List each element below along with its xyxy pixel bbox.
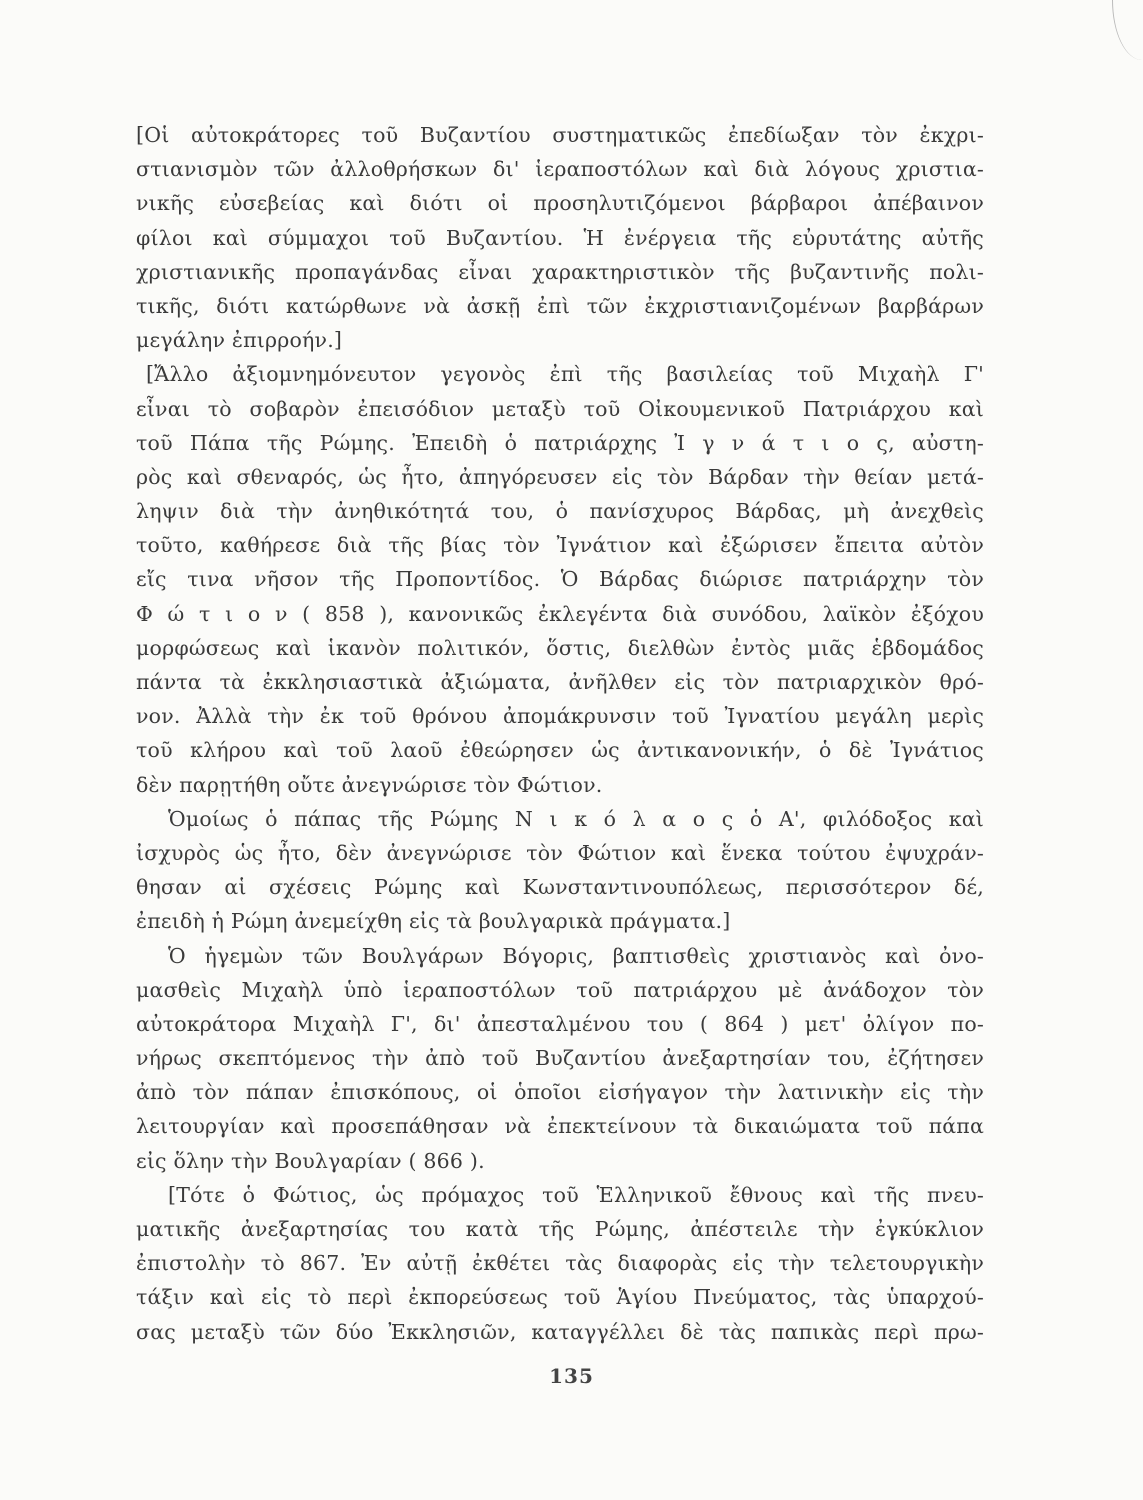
text-line: πάντα τὰ ἐκκλησιαστικὰ ἀξιώματα, ἀνῆλθεν εἰς τὸν πατριαρχικὸν θρό-	[136, 670, 984, 694]
text-line: σας μεταξὺ τῶν δύο Ἐκκλησιῶν, καταγγέλλει δὲ τὰς παπικὰς περὶ πρω-	[136, 1319, 984, 1344]
text-line: μεγάλην ἐπιρροήν.]	[136, 328, 343, 353]
text-line: νικῆς εὐσεβείας καὶ διότι οἱ προσηλυτιζόμενοι βάρβαροι ἀπέβαινον	[136, 191, 984, 216]
text-line: Φ ώ τ ι ο ν ( 858 ), κανονικῶς ἐκλεγέντα διὰ συνόδου, λαϊκὸν ἐξόχου	[136, 601, 984, 626]
text-line: φίλοι καὶ σύμμαχοι τοῦ Βυζαντίου. Ἡ ἐνέργεια τῆς εὐρυτάτης αὐτῆς	[136, 225, 984, 250]
text-line: λειτουργίαν καὶ προσεπάθησαν νὰ ἐπεκτείνουν τὰ δικαιώματα τοῦ πάπα	[136, 1114, 984, 1139]
text-line: τοῦ Πάπα τῆς Ρώμης. Ἐπειδὴ ὁ πατριάρχης Ἰ γ ν ά τ ι ο ς, αὐστη-	[136, 430, 984, 455]
text-line: ματικῆς ἀνεξαρτησίας του κατὰ τῆς Ρώμης, ἀπέστειλε τὴν ἐγκύκλιον	[136, 1217, 984, 1241]
text-line: [Ἄλλο ἀξιομνημόνευτον γεγονὸς ἐπὶ τῆς βασιλείας τοῦ Μιχαὴλ Γ'	[146, 362, 984, 387]
text-line: τοῦτο, καθήρεσε διὰ τῆς βίας τὸν Ἰγνάτιον καὶ ἐξώρισεν ἔπειτα αὐτὸν	[136, 533, 984, 558]
text-line: ἀπὸ τὸν πάπαν ἐπισκόπους, οἱ ὁποῖοι εἰσήγαγον τὴν λατινικὴν εἰς τὴν	[136, 1080, 984, 1105]
text-line: Ὁμοίως ὁ πάπας τῆς Ρώμης Ν ι κ ό λ α ο ς ὁ Α', φιλόδοξος καὶ	[168, 806, 984, 831]
text-line: [Οἱ αὐτοκράτορες τοῦ Βυζαντίου συστηματικῶς ἐπεδίωξαν τὸν ἐκχρι-	[136, 123, 984, 147]
text-line: νήρως σκεπτόμενος τὴν ἀπὸ τοῦ Βυζαντίου ἀνεξαρτησίαν του, ἐζήτησεν	[136, 1046, 984, 1071]
page-number: 135	[549, 1364, 594, 1388]
text-line: δὲν παρῃτήθη οὔτε ἀνεγνώρισε τὸν Φώτιον.	[136, 772, 603, 797]
text-line: ἰσχυρὸς ὡς ἦτο, δὲν ἀνεγνώρισε τὸν Φώτιον καὶ ἕνεκα τούτου ἐψυχράν-	[136, 840, 984, 865]
text-line: ἐπιστολὴν τὸ 867. Ἐν αὐτῇ ἐκθέτει τὰς διαφορὰς εἰς τὴν τελετουργικὴν	[136, 1251, 984, 1276]
text-line: ληψιν διὰ τὴν ἀνηθικότητά του, ὁ πανίσχυρος Βάρδας, μὴ ἀνεχθεὶς	[136, 499, 984, 524]
body-text	[136, 118, 984, 1349]
text-line: [Τότε ὁ Φώτιος, ὡς πρόμαχος τοῦ Ἑλληνικοῦ ἔθνους καὶ τῆς πνευ-	[168, 1182, 984, 1207]
text-line: ἐπειδὴ ἡ Ρώμη ἀνεμείχθη εἰς τὰ βουλγαρικὰ πράγματα.]	[136, 909, 731, 934]
text-line: Ὁ ἡγεμὼν τῶν Βουλγάρων Βόγορις, βαπτισθεὶς χριστιανὸς καὶ ὀνο-	[168, 943, 984, 968]
text-line: μορφώσεως καὶ ἱκανὸν πολιτικόν, ὅστις, διελθὼν ἐντὸς μιᾶς ἑβδομάδος	[136, 635, 984, 660]
text-line: στιανισμὸν τῶν ἀλλοθρήσκων δι' ἱεραποστόλων καὶ διὰ λόγους χριστια-	[136, 157, 984, 182]
text-line: θησαν αἱ σχέσεις Ρώμης καὶ Κωνσταντινουπόλεως, περισσότερον δέ,	[136, 875, 984, 900]
text-line: εἰς ὅλην τὴν Βουλγαρίαν ( 866 ).	[136, 1148, 485, 1173]
text-line: χριστιανικῆς προπαγάνδας εἶναι χαρακτηριστικὸν τῆς βυζαντινῆς πολι-	[136, 259, 984, 284]
text-line: εἴς τινα νῆσον τῆς Προποντίδος. Ὁ Βάρδας διώρισε πατριάρχην τὸν	[136, 567, 984, 592]
text-line: τάξιν καὶ εἰς τὸ περὶ ἐκπορεύσεως τοῦ Ἁγίου Πνεύματος, τὰς ὑπαρχού-	[136, 1285, 984, 1310]
text-line: μασθεὶς Μιχαὴλ ὑπὸ ἱεραποστόλων τοῦ πατριάρχου μὲ ἀνάδοχον τὸν	[136, 977, 984, 1002]
text-line: νον. Ἀλλὰ τὴν ἐκ τοῦ θρόνου ἀπομάκρυνσιν τοῦ Ἰγνατίου μεγάλη μερὶς	[136, 704, 984, 729]
text-line: εἶναι τὸ σοβαρὸν ἐπεισόδιον μεταξὺ τοῦ Οἰκουμενικοῦ Πατριάρχου καὶ	[136, 396, 984, 421]
page-edge-curl	[1112, 0, 1143, 60]
text-line: αὐτοκράτορα Μιχαὴλ Γ', δι' ἀπεσταλμένου του ( 864 ) μετ' ὀλίγον πο-	[136, 1011, 984, 1036]
text-line: τοῦ κλήρου καὶ τοῦ λαοῦ ἐθεώρησεν ὡς ἀντικανονικήν, ὁ δὲ Ἰγνάτιος	[136, 738, 984, 763]
text-line: τικῆς, διότι κατώρθωνε νὰ ἀσκῇ ἐπὶ τῶν ἐκχριστιανιζομένων βαρβάρων	[136, 293, 984, 318]
text-line: ρὸς καὶ σθεναρός, ὡς ἦτο, ἀπηγόρευσεν εἰς τὸν Βάρδαν τὴν θείαν μετά-	[136, 464, 984, 489]
